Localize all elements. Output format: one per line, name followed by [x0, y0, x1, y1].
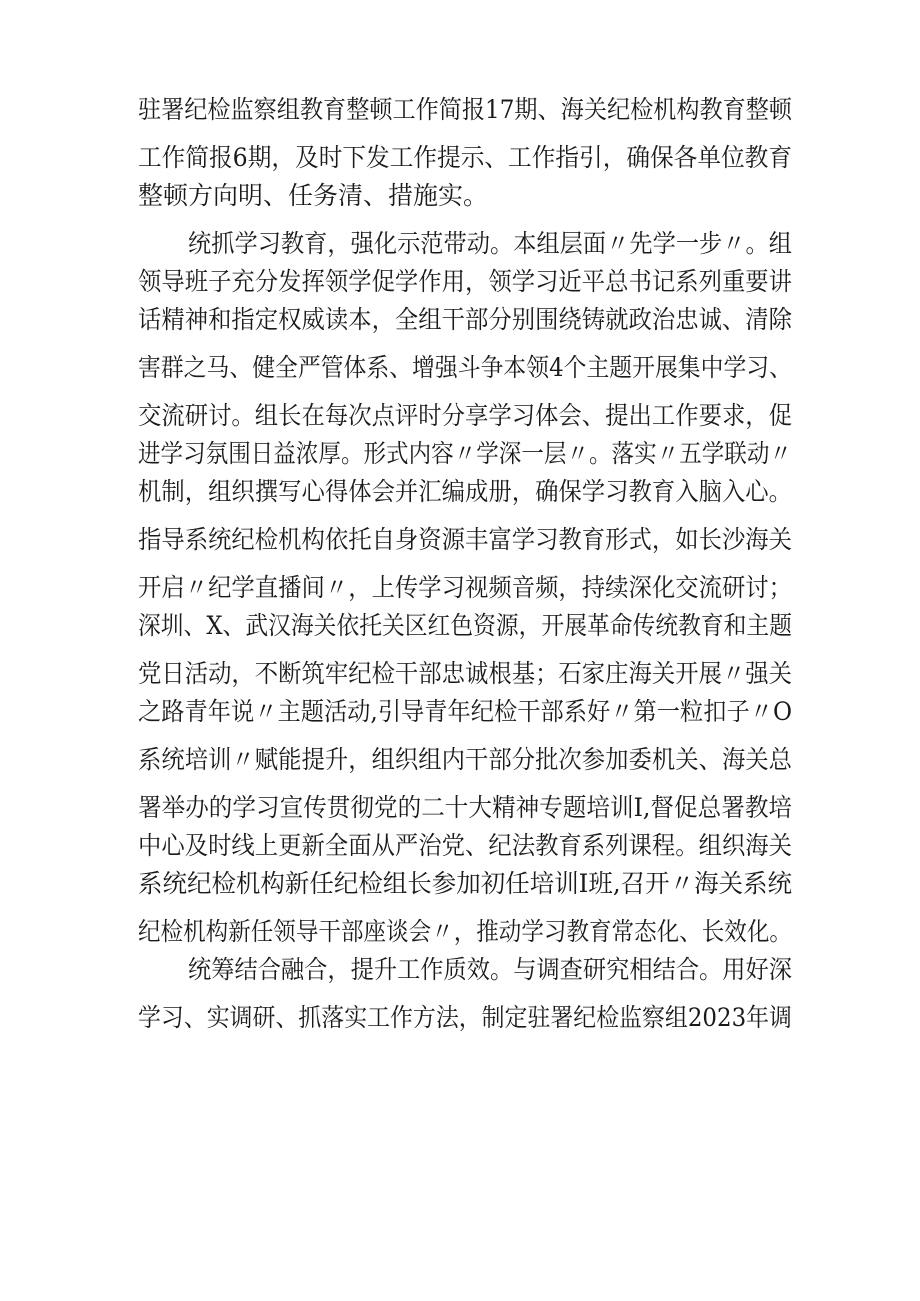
- text-line: 指导系统纪检机构依托自身资源丰富学习教育形式，如长沙海关: [138, 525, 793, 554]
- text-line: 系统纪检机构新任纪检组长参加初任培训I班,召开〃海关系统: [138, 869, 793, 898]
- text-line: 统筹结合融合，提升工作质效。与调查研究相结合。用好深: [188, 955, 792, 984]
- text-line: 领导班子充分发挥领学促学作用，领学习近平总书记系列重要讲: [138, 267, 793, 296]
- text-line: 整顿方向明、任务清、措施实。: [138, 181, 489, 210]
- text-line: 深圳、X、武汉海关依托关区红色资源，开展革命传统教育和主题: [138, 611, 792, 640]
- text-line: 系统培训〃赋能提升，组织组内干部分批次参加委机关、海关总: [138, 745, 793, 774]
- text-line: 进学习氛围日益浓厚。形式内容〃学深一层〃。落实〃五学联动〃: [138, 439, 792, 468]
- text-line: 工作简报6期，及时下发工作提示、工作指引，确保各单位教育: [138, 143, 793, 172]
- text-line: 中心及时线上更新全面从严治党、纪法教育系列课程。组织海关: [138, 831, 793, 860]
- text-line: 党日活动，不断筑牢纪检干部忠诚根基；石家庄海关开展〃强关: [138, 659, 793, 688]
- text-line: 学习、实调研、抓落实工作方法，制定驻署纪检监察组2023年调: [138, 1003, 792, 1032]
- text-line: 交流研讨。组长在每次点评时分享学习体会、提出工作要求，促: [138, 401, 793, 430]
- text-line: 统抓学习教育，强化示范带动。本组层面〃先学一步〃。组: [188, 229, 792, 258]
- text-line: 纪检机构新任领导干部座谈会〃，推动学习教育常态化、长效化。: [138, 917, 792, 946]
- text-line: 话精神和指定权威读本，全组干部分别围绕铸就政治忠诚、清除: [138, 305, 793, 334]
- text-line: 开启〃纪学直播间〃，上传学习视频音频，持续深化交流研讨；: [138, 573, 793, 602]
- text-line: 机制，组织撰写心得体会并汇编成册，确保学习教育入脑入心。: [138, 477, 793, 506]
- text-line: 署举办的学习宣传贯彻党的二十大精神专题培训I,督促总署教培: [138, 793, 793, 822]
- text-line: 之路青年说〃主题活动,引导青年纪检干部系好〃第一粒扣子〃O: [138, 697, 793, 726]
- text-line: 驻署纪检监察组教育整顿工作简报17期、海关纪检机构教育整顿: [138, 95, 793, 124]
- text-line: 害群之马、健全严管体系、增强斗争本领4个主题开展集中学习、: [138, 353, 792, 382]
